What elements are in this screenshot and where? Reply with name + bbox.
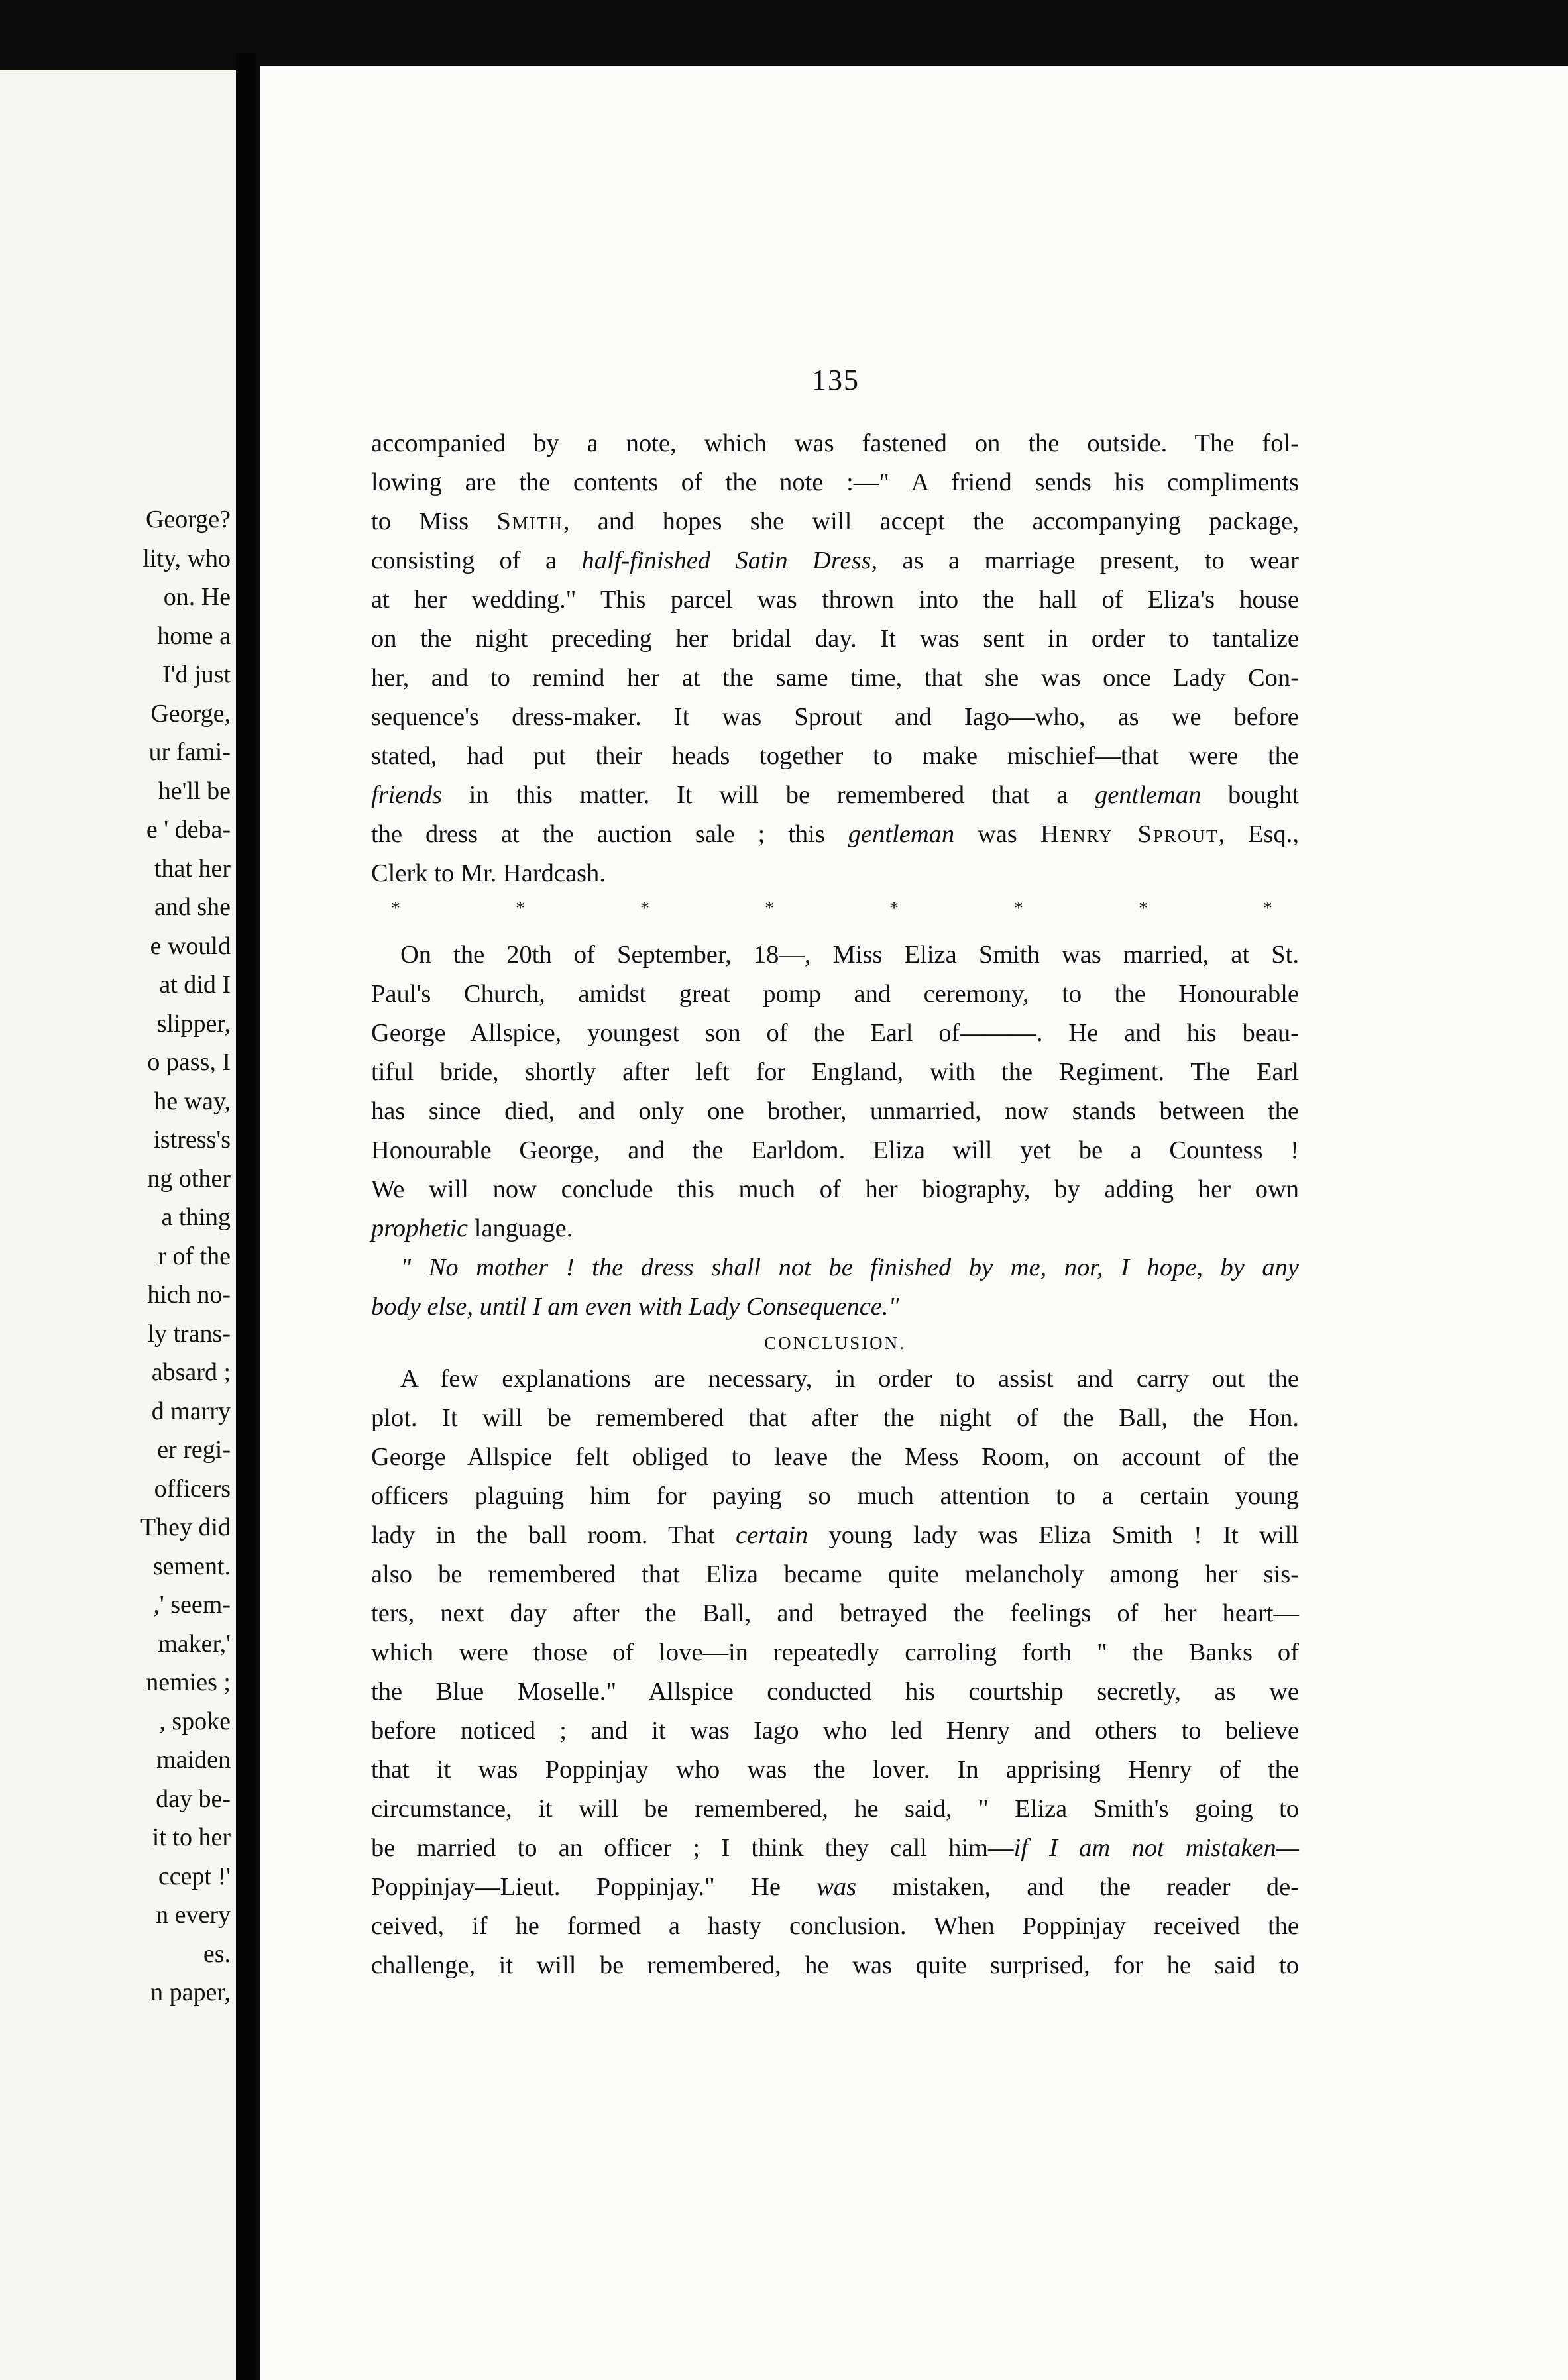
- facing-page-line: a thing: [161, 1203, 231, 1231]
- asterisk: *: [516, 898, 525, 919]
- paragraph-wedding: [371, 936, 1299, 1248]
- facing-page-line: , spoke: [159, 1707, 231, 1735]
- text-line: " No mother ! the dress shall not be finished by me, nor, I hope, by any: [400, 1254, 1299, 1281]
- asterisk: *: [391, 898, 400, 919]
- asterisk: *: [889, 898, 899, 919]
- facing-page-line: George,: [150, 699, 231, 728]
- facing-page-line: ur fami-: [148, 738, 231, 766]
- text-line: accompanied by a note, which was fastened on the outside. The fol-: [371, 429, 1299, 457]
- facing-page: [0, 70, 239, 2380]
- facing-page-line: ,' seem-: [153, 1591, 231, 1619]
- text-line: George Allspice, youngest son of the Earl of———. He and his beau-: [371, 1019, 1299, 1047]
- text-line: Poppinjay—Lieut. Poppinjay." He was mistaken, and the reader de-: [371, 1873, 1299, 1901]
- text-line: her, and to remind her at the same time, that she was once Lady Con-: [371, 664, 1299, 692]
- facing-page-line: maker,': [158, 1629, 231, 1658]
- facing-page-line: n every: [156, 1901, 231, 1929]
- text-line: On the 20th of September, 18—, Miss Eliza Smith was married, at St.: [400, 941, 1299, 969]
- facing-page-line: ccept !': [158, 1862, 231, 1890]
- facing-page-line: e ' deba-: [146, 816, 231, 843]
- section-heading: CONCLUSION.: [764, 1333, 906, 1353]
- facing-page-line: he'll be: [158, 777, 231, 805]
- text-line: ters, next day after the Ball, and betrayed the feelings of her heart—: [371, 1599, 1299, 1627]
- facing-page-line: d marry: [151, 1397, 231, 1425]
- facing-page-line: maiden: [156, 1746, 231, 1774]
- facing-page-line: on. He: [163, 583, 231, 611]
- page-number: 135: [812, 364, 860, 396]
- facing-page-line: r of the: [158, 1242, 231, 1270]
- text-line: tiful bride, shortly after left for England, with the Regiment. The Earl: [371, 1058, 1299, 1086]
- text-line: A few explanations are necessary, in order to assist and carry out the: [400, 1365, 1299, 1393]
- facing-page-line: hich no-: [147, 1281, 231, 1309]
- quotation: [371, 1248, 1299, 1326]
- paragraph-note: [371, 424, 1299, 893]
- facing-page-line: home a: [157, 622, 231, 650]
- facing-page-line: and she: [154, 893, 231, 921]
- facing-page-line: George?: [145, 506, 231, 533]
- text-line: friends in this matter. It will be remembered that a gentleman bought: [371, 781, 1299, 809]
- text-line: the Blue Moselle." Allspice conducted his courtship secretly, as we: [371, 1678, 1299, 1705]
- text-line: to Miss Smith, and hopes she will accept the accompanying package,: [371, 508, 1299, 535]
- text-line: body else, until I am even with Lady Consequence.": [371, 1293, 899, 1321]
- asterisk: *: [1263, 898, 1272, 919]
- text-line: George Allspice felt obliged to leave the Mess Room, on account of the: [371, 1443, 1299, 1471]
- text-line: which were those of love—in repeatedly carroling forth " the Banks of: [371, 1639, 1299, 1666]
- text-line: Clerk to Mr. Hardcash.: [371, 859, 606, 887]
- text-line: be married to an officer ; I think they call him—if I am not mistaken—: [371, 1834, 1299, 1862]
- text-line: also be remembered that Eliza became quite melancholy among her sis-: [371, 1560, 1299, 1588]
- facing-page-line: lity, who: [142, 544, 231, 572]
- facing-page-line: er regi-: [157, 1436, 231, 1464]
- facing-page-line: istress's: [153, 1126, 231, 1154]
- text-line: prophetic language.: [371, 1215, 573, 1242]
- facing-page-line: officers: [154, 1474, 231, 1503]
- asterisk: *: [1014, 898, 1023, 919]
- asterisk: *: [765, 898, 774, 919]
- text-line: consisting of a half-finished Satin Dress, as a marriage present, to wear: [371, 547, 1299, 574]
- facing-page-line: at did I: [159, 971, 231, 999]
- text-line: that it was Poppinjay who was the lover. In apprising Henry of the: [371, 1756, 1299, 1784]
- text-line: We will now conclude this much of her biography, by adding her own: [371, 1175, 1299, 1203]
- facing-page-line: es.: [203, 1939, 231, 1968]
- facing-page-line: that her: [154, 854, 231, 883]
- facing-page-line: absard ;: [151, 1358, 231, 1386]
- book-gutter: [236, 53, 256, 2380]
- facing-page-line: They did: [140, 1513, 231, 1541]
- page-body: [371, 424, 1299, 1985]
- facing-page-line: he way,: [154, 1087, 231, 1115]
- text-line: sequence's dress-maker. It was Sprout and Iago—who, as we before: [371, 703, 1299, 731]
- facing-page-line: ly trans-: [147, 1319, 231, 1348]
- text-line: Honourable George, and the Earldom. Eliza will yet be a Countess !: [371, 1136, 1299, 1164]
- facing-page-line: nemies ;: [146, 1668, 231, 1696]
- asterisk: *: [1139, 898, 1148, 919]
- text-line: the dress at the auction sale ; this gentleman was Henry Sprout, Esq.,: [371, 820, 1300, 848]
- text-line: circumstance, it will be remembered, he said, " Eliza Smith's going to: [371, 1795, 1299, 1823]
- text-line: at her wedding." This parcel was thrown into the hall of Eliza's house: [371, 586, 1299, 614]
- facing-page-line: slipper,: [156, 1009, 231, 1038]
- text-line: has since died, and only one brother, unmarried, now stands between the: [371, 1097, 1299, 1125]
- paragraph-conclusion: [371, 1360, 1299, 1985]
- facing-page-line: sement.: [152, 1552, 231, 1580]
- text-line: Paul's Church, amidst great pomp and ceremony, to the Honourable: [371, 980, 1299, 1008]
- facing-page-line: o pass, I: [147, 1048, 231, 1076]
- asterisk: *: [640, 898, 649, 919]
- facing-page-text: [0, 500, 231, 2012]
- facing-page-line: I'd just: [162, 661, 231, 688]
- facing-page-line: e would: [150, 932, 231, 960]
- text-line: stated, had put their heads together to make mischief—that were the: [371, 742, 1299, 770]
- text-line: lowing are the contents of the note :—" A friend sends his compliments: [371, 468, 1299, 496]
- facing-page-line: day be-: [156, 1784, 231, 1813]
- text-line: officers plaguing him for paying so much attention to a certain young: [371, 1482, 1299, 1510]
- text-line: before noticed ; and it was Iago who led Henry and others to believe: [371, 1717, 1299, 1745]
- text-line: plot. It will be remembered that after the night of the Ball, the Hon.: [371, 1404, 1299, 1432]
- text-line: ceived, if he formed a hasty conclusion. When Poppinjay received the: [371, 1912, 1299, 1940]
- text-line: on the night preceding her bridal day. It was sent in order to tantalize: [371, 625, 1299, 653]
- facing-page-line: it to her: [152, 1823, 231, 1851]
- facing-page-line: ng other: [147, 1164, 231, 1193]
- text-line: challenge, it will be remembered, he was quite surprised, for he said to: [371, 1951, 1299, 1979]
- text-line: lady in the ball room. That certain young lady was Eliza Smith ! It will: [371, 1521, 1300, 1549]
- facing-page-line: n paper,: [150, 1978, 231, 2006]
- section-break-asterisks: [371, 893, 1299, 925]
